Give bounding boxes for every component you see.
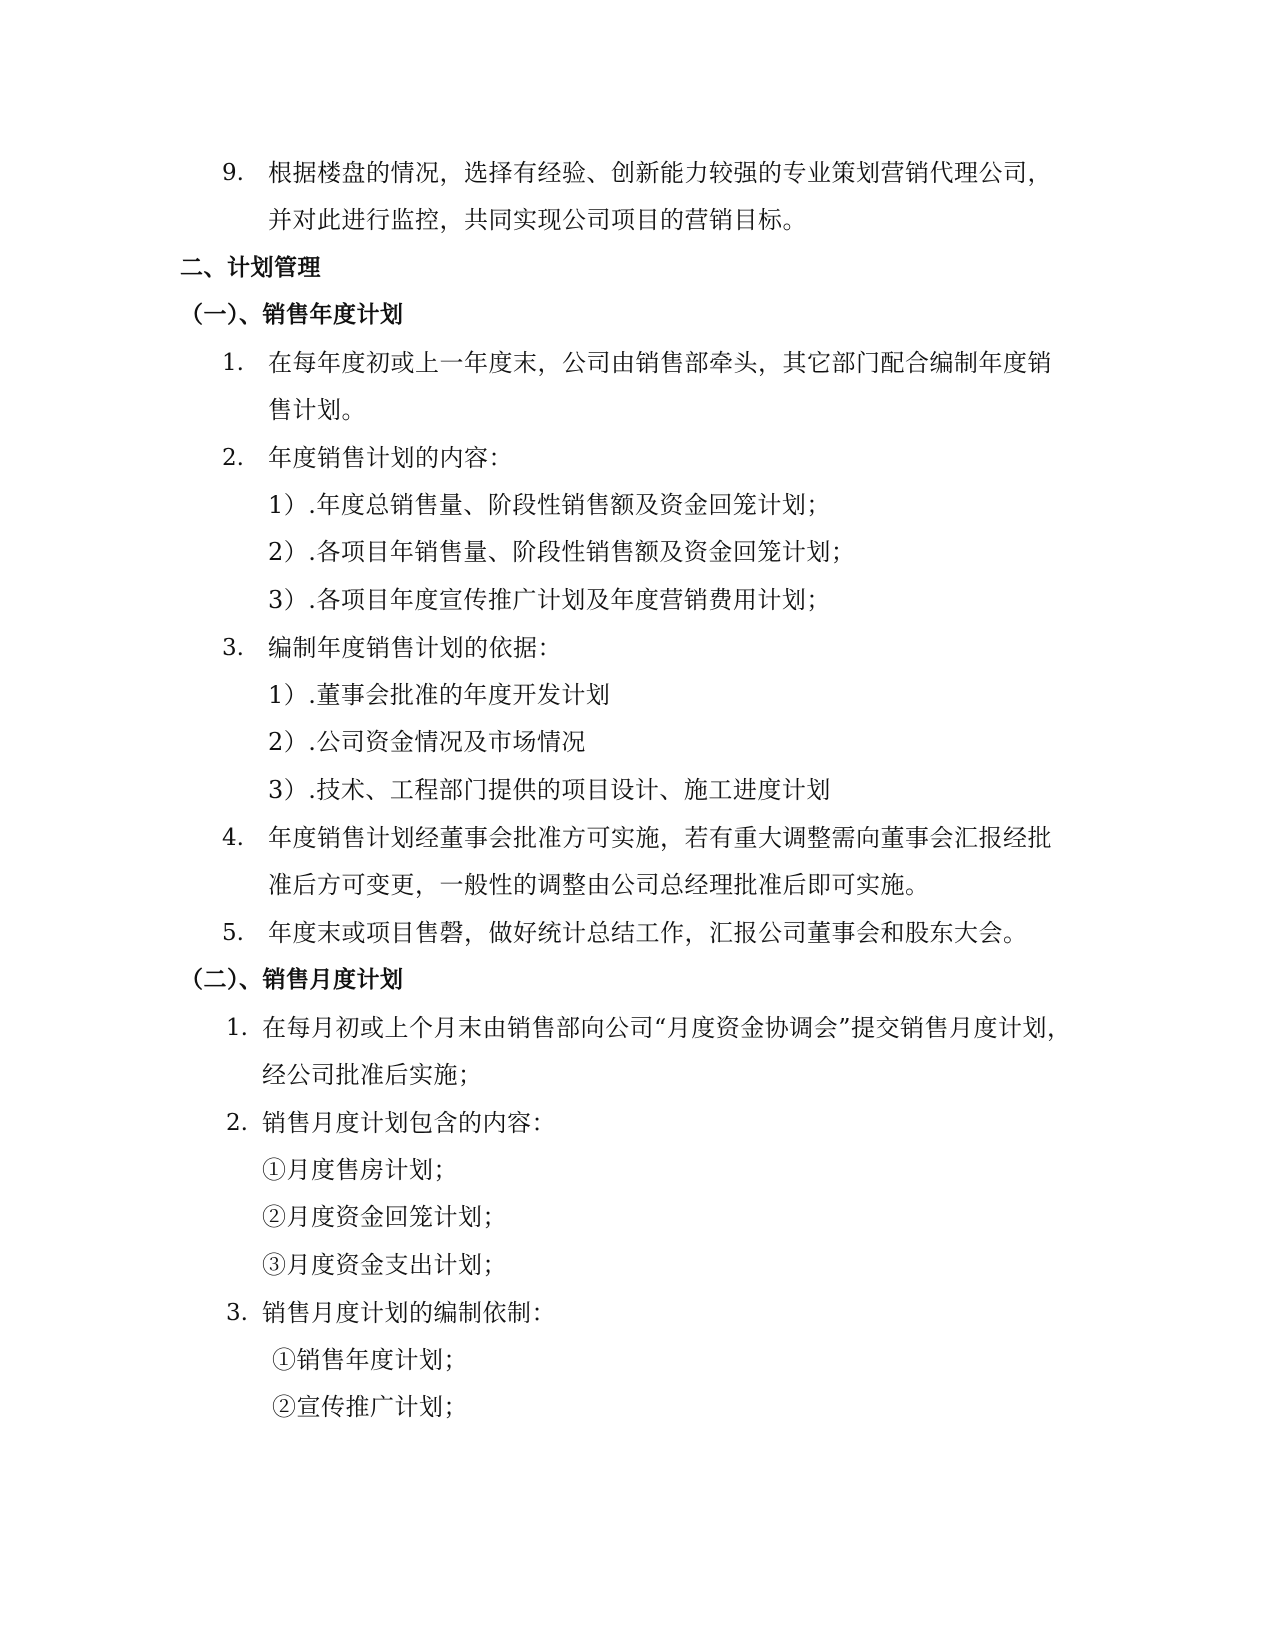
paragraph-line: 年度销售计划的内容：: [268, 444, 513, 472]
paragraph-line: 售计划。: [268, 396, 366, 424]
list-number: 5.: [222, 920, 244, 946]
sub-item: ①月度售房计划；: [262, 1156, 458, 1184]
paragraph-line: 并对此进行监控，共同实现公司项目的营销目标。: [268, 206, 807, 234]
subsection-heading: （一）、销售年度计划: [180, 302, 404, 328]
sub-item: 1）.董事会批准的年度开发计划: [268, 681, 611, 709]
subsection-heading: （二）、销售月度计划: [180, 967, 404, 993]
sub-item: 1）.年度总销售量、阶段性销售额及资金回笼计划；: [268, 491, 831, 519]
paragraph-line: 编制年度销售计划的依据：: [268, 634, 562, 662]
paragraph-line: 经公司批准后实施；: [262, 1061, 483, 1089]
sub-item: ①销售年度计划；: [272, 1346, 468, 1374]
sub-item: 3）.各项目年度宣传推广计划及年度营销费用计划；: [268, 586, 831, 614]
paragraph-line: 销售月度计划的编制依制：: [262, 1299, 556, 1327]
paragraph-line: 年度销售计划经董事会批准方可实施，若有重大调整需向董事会汇报经批: [268, 824, 1052, 852]
paragraph-line: 在每年度初或上一年度末，公司由销售部牵头，其它部门配合编制年度销: [268, 349, 1052, 377]
paragraph-line: 根据楼盘的情况，选择有经验、创新能力较强的专业策划营销代理公司，: [268, 159, 1052, 187]
list-number: 1.: [226, 1015, 248, 1041]
paragraph-line: 销售月度计划包含的内容：: [262, 1109, 556, 1137]
sub-item: ③月度资金支出计划；: [262, 1251, 507, 1279]
list-number: 3.: [222, 635, 244, 661]
section-heading: 二、计划管理: [180, 255, 321, 281]
sub-item: ②宣传推广计划；: [272, 1393, 468, 1421]
list-number: 3.: [226, 1300, 248, 1326]
paragraph-line: 在每月初或上个月末由销售部向公司“月度资金协调会”提交销售月度计划，: [262, 1014, 1072, 1042]
list-number: 1.: [222, 350, 244, 376]
list-number: 9.: [222, 160, 244, 186]
sub-item: 3）.技术、工程部门提供的项目设计、施工进度计划: [268, 776, 831, 804]
sub-item: 2）.各项目年销售量、阶段性销售额及资金回笼计划；: [268, 538, 856, 566]
list-number: 4.: [222, 825, 244, 851]
list-number: 2.: [222, 445, 244, 471]
sub-item: ②月度资金回笼计划；: [262, 1203, 507, 1231]
paragraph-line: 准后方可变更，一般性的调整由公司总经理批准后即可实施。: [268, 871, 930, 899]
sub-item: 2）.公司资金情况及市场情况: [268, 728, 586, 756]
paragraph-line: 年度末或项目售磬，做好统计总结工作，汇报公司董事会和股东大会。: [268, 919, 1028, 947]
list-number: 2.: [226, 1110, 248, 1136]
